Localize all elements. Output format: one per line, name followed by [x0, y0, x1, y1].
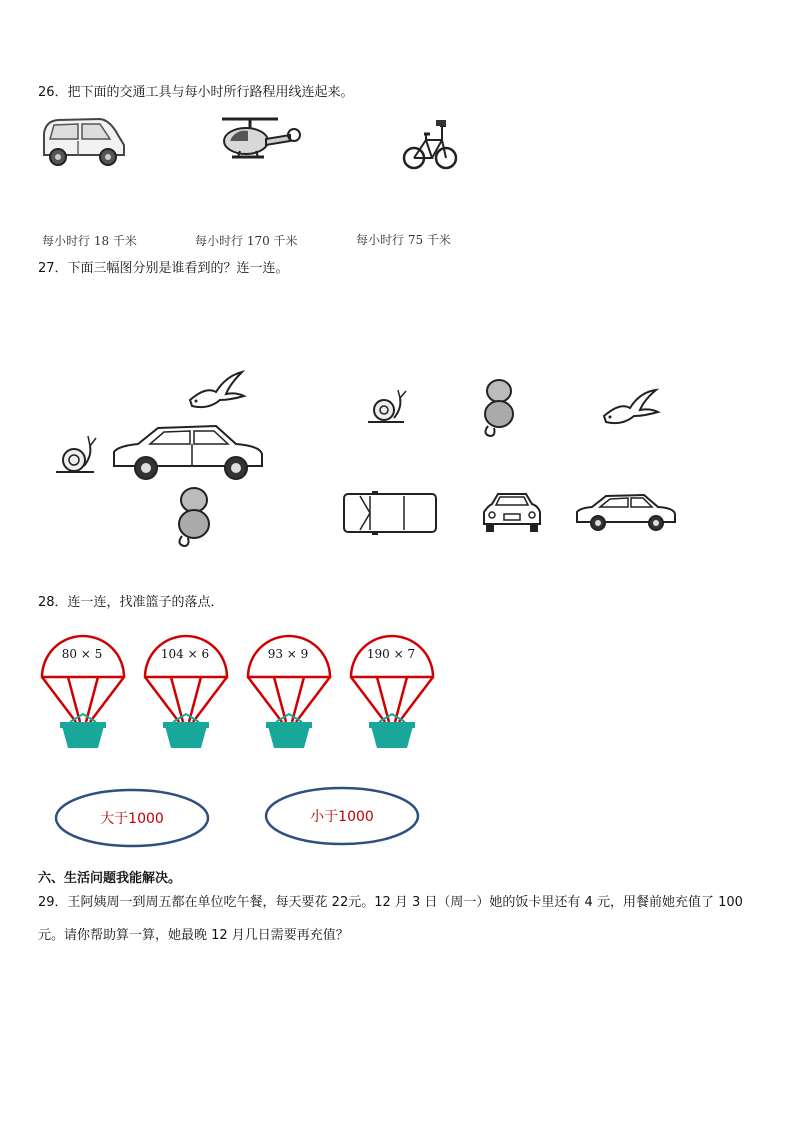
section-title: 六、生活问题我能解决。 [38, 871, 182, 886]
bird-view-icon [600, 388, 660, 428]
expression-label: 80 × 5 [61, 647, 103, 661]
bird-icon [186, 370, 246, 412]
helicopter-icon [218, 113, 302, 171]
car-side-view-icon [574, 492, 678, 534]
speed-label-75: 每小时行 75 千米 [356, 233, 451, 247]
expression-label: 190 × 7 [366, 647, 416, 661]
speed-label-18: 每小时行 18 千米 [42, 234, 137, 248]
expression-label: 104 × 6 [160, 647, 210, 661]
car-front-view-icon [480, 490, 544, 536]
car-icon [38, 115, 128, 167]
question-29-line-2: 元。请你帮助算一算，她最晚 12 月几日需要再充值？ [38, 928, 349, 943]
snail-view-icon [366, 388, 408, 426]
question-29-line-1: 29．王阿姨周一到周五都在单位吃午餐，每天要花 22元。12 月 3 日（周一）她的饭卡里还有 4 元，用餐前她充值了 100 [38, 895, 743, 910]
target-label-less: 小于1000 [310, 809, 374, 825]
monkey-back-icon [172, 486, 216, 548]
expression-label: 93 × 9 [267, 647, 309, 661]
question-28: 28．连一连，找准篮子的落点． [38, 595, 224, 610]
question-27: 27．下面三幅图分别是谁看到的？连一连。 [38, 261, 289, 276]
snail-icon [54, 434, 100, 476]
car-top-view-icon [342, 490, 438, 536]
sedan-side-icon [110, 422, 266, 484]
speed-label-170: 每小时行 170 千米 [195, 234, 298, 248]
monkey-view-icon [478, 378, 520, 438]
bicycle-icon [402, 112, 458, 174]
question-26: 26．把下面的交通工具与每小时所行路程用线连起来。 [38, 85, 354, 100]
target-label-greater: 大于1000 [100, 811, 164, 827]
